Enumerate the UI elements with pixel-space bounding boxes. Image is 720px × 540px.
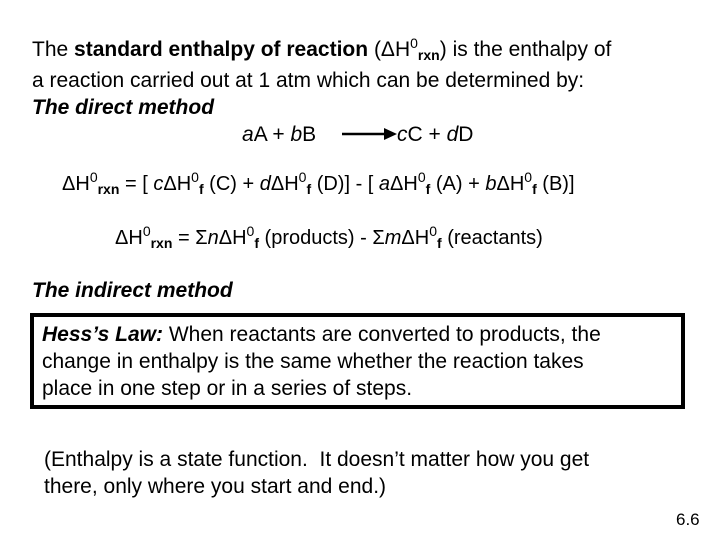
hess-law-line-2: change in enthalpy is the same whether the reaction takes xyxy=(42,350,584,373)
hess-law-text xyxy=(42,321,601,402)
hess-law-line-1: Hess’s Law: When reactants are converted to products, the xyxy=(42,323,601,346)
direct-method-heading: The direct method xyxy=(32,96,215,119)
reaction-reactants: aA + bB xyxy=(242,123,317,146)
state-function-note-line-2: there, only where you start and end.) xyxy=(44,475,387,498)
equation-summation: $\Delta H^0_{rxn} = \Sigma n\Delta H^0_f$ (products) - ΣmΔH$^0_f$ (reactants) xyxy=(115,223,543,251)
intro-symbol: $(\Delta H^0_{rxn})$ xyxy=(373,35,447,63)
intro-term: standard enthalpy of reaction xyxy=(74,38,369,61)
intro-line-1 xyxy=(32,37,611,62)
hess-law-line-3: place in one step or in a series of steps. xyxy=(42,377,413,400)
equation-direct: $\Delta H^0_{rxn}$ = [ cΔH$^0_f$ (C) + dΔH$^0_f$ (D)] - [ aΔH$^0_f$ (A) + bΔH$^0_f$ (B)] xyxy=(62,169,575,197)
intro-the: The xyxy=(32,38,69,61)
hess-law-title: Hess’s Law: xyxy=(42,323,164,346)
reaction-arrow-icon xyxy=(342,126,398,142)
hess-law-box xyxy=(30,313,685,409)
reaction-products: cC + dD xyxy=(397,123,474,146)
intro-line-2: a reaction carried out at 1 atm which can be determined by: xyxy=(32,69,585,92)
indirect-method-heading: The indirect method xyxy=(32,279,233,302)
intro-rest: is the enthalpy of xyxy=(452,38,612,61)
state-function-note-line-1: (Enthalpy is a state function. It doesn’t matter how you get xyxy=(44,448,590,471)
page-number: 6.6 xyxy=(676,510,700,529)
